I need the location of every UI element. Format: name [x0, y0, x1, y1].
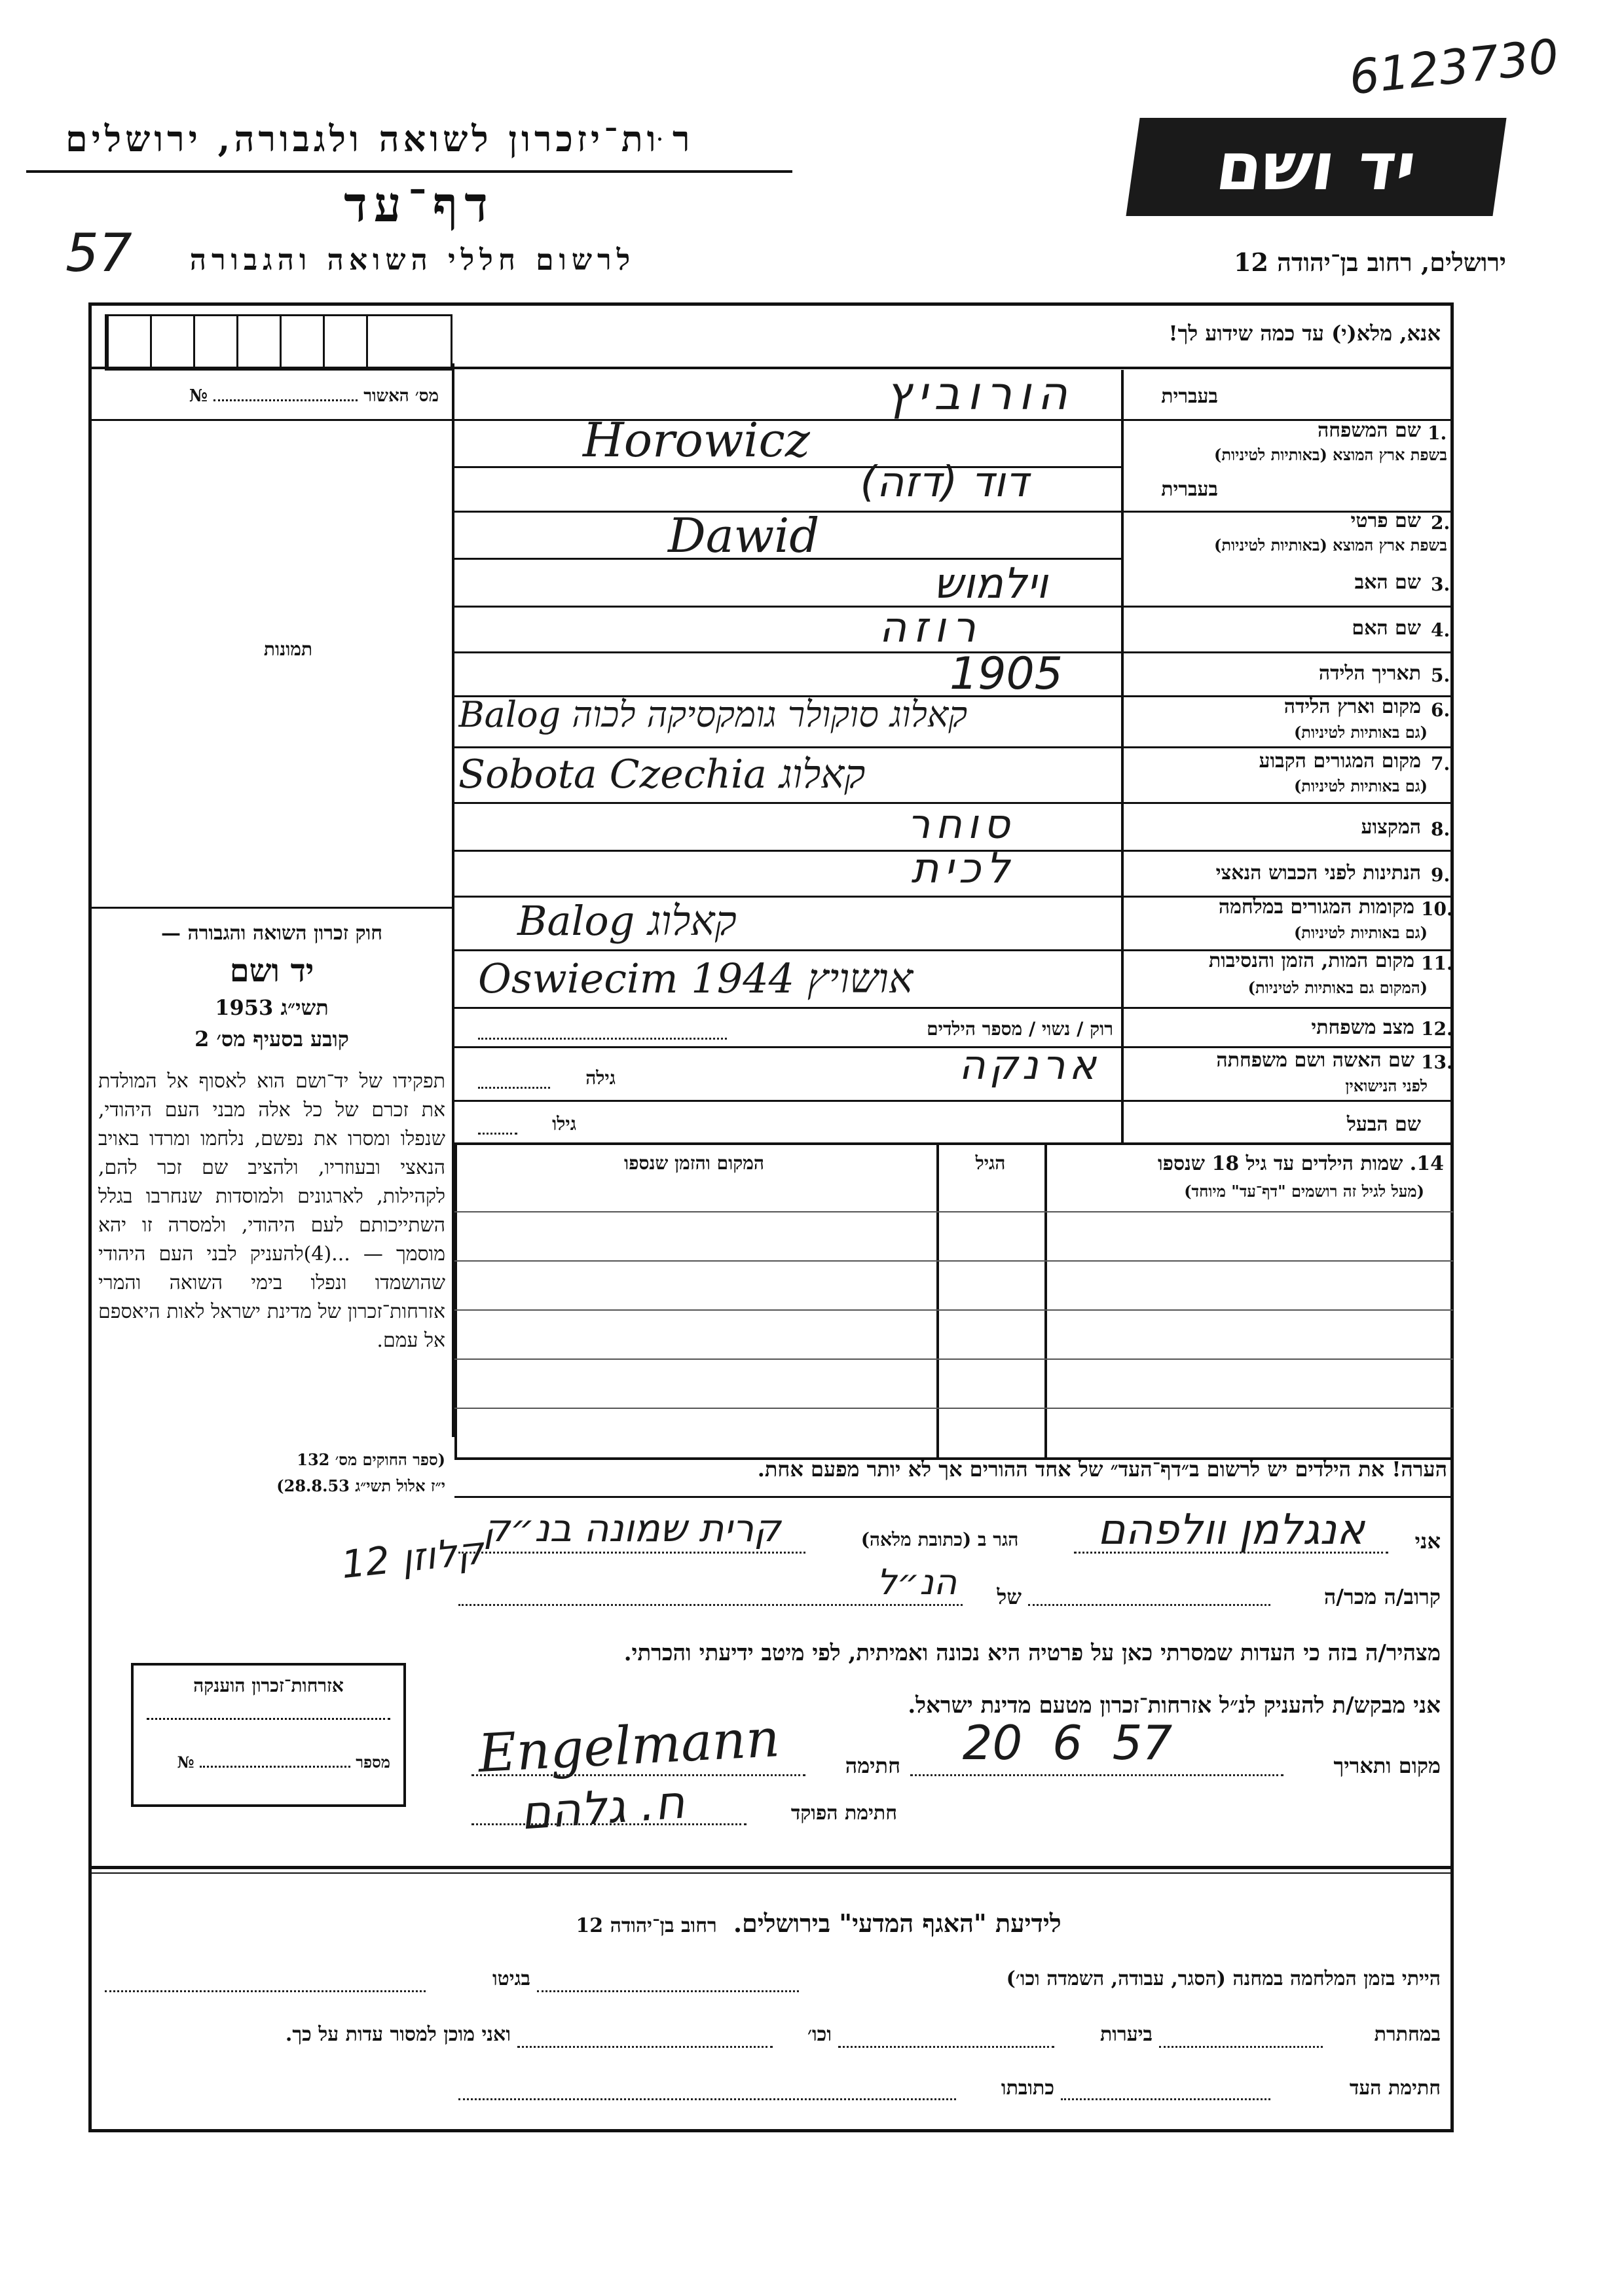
date-value: 20 6 57 [962, 1715, 1173, 1770]
declarant-address-dotline [458, 1552, 805, 1554]
field-12-value: רוק / נשוי / מספר הילדים [927, 1018, 1113, 1040]
field-7-num: 7. [1431, 753, 1450, 774]
children-row-rule-1 [454, 1211, 1453, 1212]
declarant-name: אנגלמן וולפהם [1098, 1506, 1365, 1554]
certificate-title: אזרחות־זכרון הוענקה [193, 1675, 344, 1696]
field-9-value: לכית [911, 845, 1015, 893]
field-11-value: Oswiecim אושויץ 1944 [478, 955, 913, 1002]
approval-label [111, 386, 439, 406]
footer-line2-a: במחתרת [1374, 2023, 1441, 2046]
footer-rule [92, 1866, 1454, 1869]
field-4-num: 4. [1431, 619, 1450, 641]
footer-line2-d: ואני מוכן למסור עדות על כך. [285, 2023, 511, 2046]
declarant-resides-label: הגר ב (כתובת מלאה) [860, 1529, 1019, 1550]
label-column-divider [1121, 370, 1124, 1142]
place-date-label: מקום ותאריך [1333, 1753, 1441, 1778]
field-10-value: Balog קאלוג [517, 897, 737, 945]
approval-label-text: מס׳ האשור [363, 386, 439, 406]
field-13-value: ארנקה [959, 1041, 1100, 1089]
relation-value: הנ״ל [876, 1561, 957, 1603]
field-1-num: 1. [1428, 422, 1447, 444]
children-col-divider-1 [936, 1142, 939, 1460]
footer-rule-2 [92, 1872, 1454, 1874]
children-col-divider-2 [1044, 1142, 1047, 1460]
certificate-number-suffix: № [177, 1753, 194, 1772]
field-13-age-label: גילה [585, 1067, 616, 1089]
field-13-label: שם האשה ושם משפחתה [1216, 1049, 1414, 1072]
date-dotline [910, 1774, 1283, 1776]
field-6-num: 6. [1431, 699, 1450, 721]
field-3-label: שם האב [1354, 571, 1421, 594]
field-11-sub: (המקום גם באותיות לטיניות) [1247, 978, 1428, 997]
header-top-line: ר ּות־יזכרון לשואה ולגבורה, ירושלים [65, 118, 694, 160]
signature-value: Engelmann [476, 1707, 781, 1784]
field-7-label: מקום המגורים הקבוע [1259, 750, 1421, 773]
field-12-num: 12. [1421, 1018, 1453, 1040]
field-6-value: Balog קאלוג סוקולר גומקסיקה לכוה [458, 694, 968, 735]
approval-rule [92, 419, 453, 421]
header-rule [26, 170, 792, 173]
footer-line2-dotline-3 [517, 2046, 773, 2048]
declarant-address-extra: קלוזן 12 [339, 1527, 486, 1588]
signature-label: חתימה [845, 1753, 900, 1778]
field-7-sub: (גם באותיות לטיניות) [1293, 776, 1428, 795]
field-7-value: Sobota Czechia קאלוג [458, 752, 866, 797]
field-2-tag: בעברית [1161, 478, 1218, 501]
stamp-number: 6123730 [1346, 28, 1562, 105]
footer-line1-a: הייתי בזמן המלחמה במחנה (הסגר, עבודה, השמדה וכו׳) [1006, 1967, 1441, 1990]
footer-line2-dotline-2 [838, 2046, 1054, 2048]
remark-rule [454, 1496, 1453, 1498]
declarant-address: קרית שמונה בנ״ק [483, 1506, 781, 1550]
footer-line3-b: כתובתו [1001, 2077, 1054, 2100]
yad-vashem-logo [1126, 118, 1506, 216]
field-6-sub: (גם באותיות לטיניות) [1293, 723, 1428, 742]
field-6-label: מקום וארץ הלידה [1283, 695, 1421, 718]
law-year: תשי״ג 1953 [215, 995, 329, 1020]
declarant-name-dotline [1074, 1552, 1388, 1554]
husband-label: שם הבעל [1346, 1113, 1421, 1136]
field-3-num: 3. [1431, 574, 1450, 595]
footer-line3-dotline-2 [458, 2098, 956, 2100]
field-10-num: 10. [1421, 898, 1453, 920]
field-12-label: מצב משפחתי [1311, 1016, 1414, 1039]
footer-line1-b: בגיטו [492, 1967, 530, 1990]
field-5-value: 1905 [950, 648, 1063, 700]
field-10-sub: (גם באותיות לטיניות) [1293, 923, 1428, 942]
footer-line2-c: וכו׳ [807, 2023, 832, 2046]
children-title: 14. שמות הילדים עד גיל 18 שנספו [1157, 1152, 1444, 1175]
law-name: יד ושם [229, 953, 314, 989]
certificate-box [131, 1663, 406, 1807]
footer-line1-dotline-1 [537, 1990, 799, 1992]
field-13-num: 13. [1421, 1051, 1453, 1073]
footer-line1-dotline-2 [105, 1990, 426, 1992]
declaration: מצהיר/ה בזה כי העדות שמסרתי כאן על פרטיה היא נכונה ואמיתית, לפי מיטב ידיעתי והכרתי. [623, 1640, 1441, 1666]
field-1-label: שם המשפחה [1317, 419, 1421, 442]
field-13-sub: לפני הנישואין [1345, 1076, 1428, 1095]
footer-title [458, 1908, 1179, 1939]
field-2-sub: בשפת ארץ המוצא (באותיות לטיניות) [1214, 536, 1447, 555]
law-title: חוק זכרון השואה והגבורה — [161, 922, 382, 945]
signature-dotline [471, 1774, 805, 1776]
photo-label: תמונות [263, 638, 313, 660]
certificate-number-label: מספר [356, 1753, 390, 1772]
field-2-value-lat: Dawid [668, 508, 820, 563]
field-8-value: סוחר [907, 800, 1015, 848]
field-4-label: שם האם [1352, 617, 1421, 640]
law-section: קובע בסעיף מס׳ 2 [194, 1027, 349, 1051]
form-title: דף־עד [344, 177, 494, 233]
field-2-num: 2. [1431, 512, 1450, 534]
certificate-number-row [147, 1753, 390, 1772]
field-10-label: מקומות המגורים במלחמה [1218, 896, 1414, 919]
form-subtitle: לרשום חללי השואה והגבורה [189, 244, 636, 277]
field-2-label: שם פרטי [1350, 509, 1421, 532]
children-col-place: המקום והזמן שנספו [624, 1152, 764, 1174]
field-8-label: המקצוע [1361, 816, 1421, 839]
instructions: אנא, מלא(י) עד כמה שידוע לך! [1168, 321, 1441, 346]
field-5-label: תאריך הלידה [1318, 662, 1421, 685]
row-rule-6 [454, 746, 1453, 748]
relation-label: קרוב/ה מכר/ה [1323, 1584, 1441, 1609]
field-13-age-dotline [478, 1087, 550, 1089]
field-9-num: 9. [1431, 864, 1450, 886]
law-ref-1: (ספר החוקים מס׳ 132 [297, 1450, 445, 1469]
children-row-rule-5 [454, 1408, 1453, 1409]
footer-line2-dotline-1 [1159, 2046, 1323, 2048]
field-11-num: 11. [1421, 953, 1453, 974]
children-row-rule-4 [454, 1358, 1453, 1360]
field-1-sub: בשפת ארץ המוצא (באותיות לטיניות) [1214, 445, 1447, 464]
law-text: תפקידו של יד־ושם הוא לאסוף אל המולדת את זכרם של כל אלה מבני העם היהודי, שנפלו ומסרו את נפשם, נלחמו ומרדו באויב הנאצי ובעוזריו, ולהציב שם זכר להם, לקהילות, לארגונים ולמוסדות שנחרבו בגלל השתייכותם לעם היהודי, ולמסרה זו יהא מוסמך — ...(4)להעניק לבני העם היהודי שהושמדו ונפלו בימי השואה והמרי אזרחות־זכרון של מדינת ישראל לאות היאספם אל עמם. [98, 1070, 446, 1352]
footer-title-text: לידיעת "האגף המדעי" בירושלים. [733, 1908, 1061, 1938]
field-1-tag: בעברית [1161, 385, 1218, 408]
official-signature: ח. גלהם [518, 1775, 687, 1840]
photo-rule [92, 907, 453, 909]
field-11-label: מקום המות, הזמן והנסיבות [1208, 949, 1414, 972]
logo-text: יד ושם [1211, 128, 1421, 205]
request: אני מבקש/ת להעניק לנ״ל אזרחות־זכרון מטעם מדינת ישראל. [908, 1692, 1441, 1719]
children-row-rule-3 [454, 1309, 1453, 1311]
official-dotline [471, 1823, 747, 1825]
row-rule-13 [454, 1100, 1453, 1102]
children-col-age: הגיל [975, 1152, 1006, 1174]
husband-age-label: גילו [552, 1113, 576, 1135]
field-1-value-lat: Horowicz [583, 412, 810, 467]
field-5-num: 5. [1431, 665, 1450, 686]
field-2-value-he: דוד (דזה) [860, 458, 1028, 507]
margin-number: 57 [65, 223, 132, 283]
approval-boxes [105, 314, 452, 371]
field-12-dotline [478, 1038, 727, 1040]
law-ref-2: י״ז אלול תשי״ג 28.8.53) [276, 1476, 445, 1495]
husband-age-dotline [478, 1133, 517, 1135]
of-label: של [997, 1584, 1022, 1609]
footer-address: רחוב בן־יהודה 12 [576, 1914, 717, 1937]
row-rule-11 [454, 1007, 1453, 1009]
footer-line3-a: חתימת העד [1349, 2077, 1441, 2100]
address: ירושלים, רחוב בן־יהודה 12 [1234, 247, 1506, 277]
footer-line3-dotline-1 [1061, 2098, 1270, 2100]
field-3-value: וילמוש [933, 560, 1048, 608]
footer-line2-b: ביערות [1099, 2023, 1153, 2046]
approval-suffix: № [189, 386, 208, 406]
declarant-i-label: אני [1414, 1529, 1441, 1554]
relation-value-dotline [458, 1604, 963, 1606]
field-8-num: 8. [1431, 818, 1450, 840]
field-1-value-he: הורוביץ [885, 367, 1074, 420]
official-label: חתימת הפוקד [790, 1802, 897, 1825]
relation-dotline [1028, 1604, 1270, 1606]
children-note: (מעל לגיל זה רושמים "דף־עד" מיוחד) [1184, 1182, 1424, 1201]
remark: הערה! את הילדים יש לרשום ב״דף־העד״ של אחד ההורים אך לא יותר מפעם אחת. [757, 1457, 1447, 1482]
children-row-rule-2 [454, 1260, 1453, 1262]
field-4-value: רוזה [879, 604, 982, 652]
field-9-label: הנתינות לפני הכבוש הנאצי [1215, 862, 1421, 884]
